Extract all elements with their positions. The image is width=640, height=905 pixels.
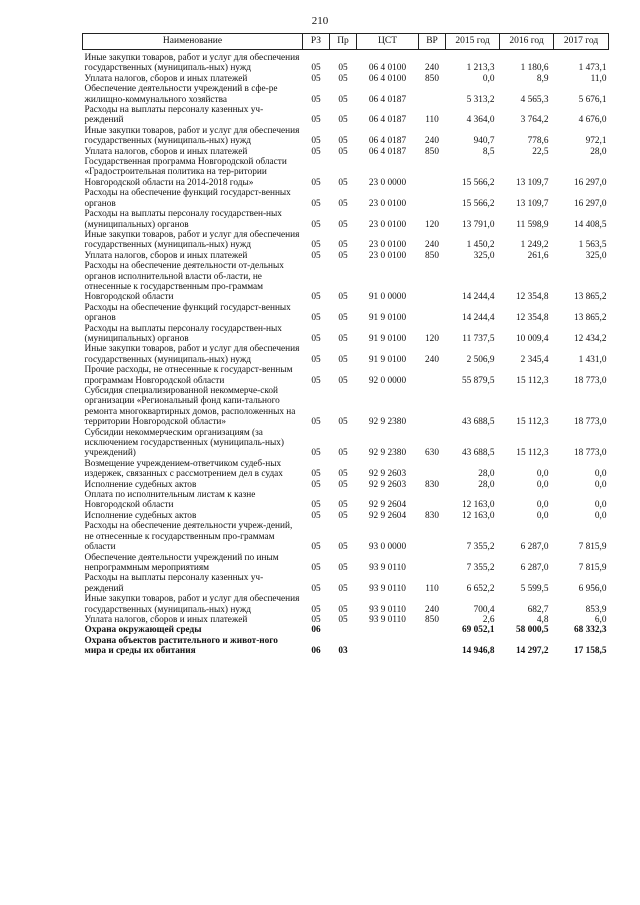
- table-row: [83, 209, 609, 230]
- cell-y2017: 16 297,0: [573, 198, 607, 209]
- table-row: [83, 573, 609, 594]
- cell-vr: [419, 386, 446, 428]
- cell-name: Возмещение учреждением-ответчиком судеб-ных издержек, связанных с рассмотрением дел в судах: [84, 458, 283, 480]
- cell-cst: 92 9 2603: [368, 469, 407, 480]
- cell-cst: 92 9 2604: [368, 510, 407, 521]
- cell-pr: 05: [338, 146, 348, 157]
- cell-y2016: 4 565,3: [520, 94, 549, 105]
- table-row: [83, 261, 609, 303]
- cell-y2017: 1 431,0: [578, 354, 607, 365]
- cell-y2015: 1 450,2: [466, 240, 495, 251]
- cell-rz: 05: [311, 73, 321, 84]
- cell-y2017: 0,0: [594, 510, 607, 521]
- header-pr: Пр: [330, 34, 357, 50]
- cell-y2016: 261,6: [527, 250, 549, 261]
- cell-y2016: 778,6: [527, 136, 549, 147]
- cell-y2015: 0,0: [482, 73, 495, 84]
- cell-rz: 05: [311, 448, 321, 459]
- cell-pr: 05: [338, 614, 348, 625]
- cell-cst: 23 0 0100: [368, 240, 407, 251]
- cell-y2015: 28,0: [478, 469, 495, 480]
- header-name: Наименование: [83, 34, 303, 50]
- cell-rz: 05: [311, 500, 321, 511]
- cell-name: Прочие расходы, не отнесенные к государст-венным программам Новгородской области: [84, 365, 293, 386]
- cell-name: Расходы на выплаты персоналу казенных уч-реждений: [84, 573, 264, 594]
- cell-name: Иные закупки товаров, работ и услуг для обеспечения государственных (муниципаль-ных) нужд: [84, 344, 300, 365]
- cell-name: Уплата налогов, сборов и иных платежей: [84, 73, 248, 84]
- cell-vr: 240: [425, 136, 439, 147]
- cell-pr: 05: [338, 333, 348, 344]
- cell-rz: 06: [311, 625, 321, 636]
- cell-y2016: 3 764,2: [520, 115, 549, 126]
- header-rz: РЗ: [303, 34, 330, 50]
- cell-name: Иные закупки товаров, работ и услуг для обеспечения государственных (муниципаль-ных) нужд: [84, 125, 300, 147]
- cell-y2016: 14 297,2: [515, 646, 549, 657]
- cell-pr: 05: [338, 375, 348, 386]
- cell-pr: 05: [338, 562, 348, 573]
- cell-rz: 05: [311, 292, 321, 303]
- cell-y2015: 69 052,1: [461, 625, 495, 636]
- cell-y2017: 17 158,5: [573, 646, 607, 657]
- cell-pr: 05: [338, 583, 348, 594]
- cell-y2016: 4,8: [536, 614, 549, 625]
- cell-name: Расходы на обеспечение деятельности от-дельных органов исполнительной власти об-ласти, не отнесенные к государственным про-граммам Новгородской области: [84, 261, 284, 303]
- table-row: [83, 521, 609, 552]
- page-number: 210: [311, 15, 329, 27]
- cell-pr: 05: [338, 250, 348, 261]
- cell-cst: 06 4 0100: [368, 73, 407, 84]
- cell-y2016: 0,0: [536, 469, 549, 480]
- cell-name: Расходы на выплаты персоналу государствен-ных (муниципальных) органов: [84, 209, 282, 230]
- cell-y2015: 6 652,2: [466, 583, 495, 594]
- cell-rz: 05: [311, 333, 321, 344]
- cell-y2016: 11 598,9: [516, 219, 549, 230]
- cell-y2017: 0,0: [594, 500, 607, 511]
- cell-y2016: 682,7: [527, 604, 549, 615]
- cell-vr: 240: [425, 354, 439, 365]
- cell-cst: 23 0 0100: [368, 219, 407, 230]
- cell-rz: 05: [311, 542, 321, 553]
- cell-cst: 23 0 0100: [368, 250, 407, 261]
- cell-name: Государственная программа Новгородской области «Градостроительная политика на тер-ритории Новгородской области на 2014-2018 годы»: [84, 157, 287, 188]
- cell-pr: 05: [338, 542, 348, 553]
- cell-rz: 05: [311, 510, 321, 521]
- cell-y2017: 28,0: [590, 146, 607, 157]
- cell-name: Охрана объектов растительного и живот-ного мира и среды их обитания: [84, 635, 278, 657]
- cell-y2016: 0,0: [536, 510, 549, 521]
- cell-rz: 05: [311, 198, 321, 209]
- cell-vr: [419, 303, 446, 324]
- cell-cst: 92 9 2380: [368, 448, 407, 459]
- table-row: [83, 625, 609, 635]
- cell-y2015: 940,7: [473, 136, 495, 147]
- table-row: [83, 636, 609, 657]
- cell-rz: 05: [311, 614, 321, 625]
- cell-name: Обеспечение деятельности учреждений по иным непрограммным мероприятиям: [84, 552, 279, 573]
- cell-y2016: 12 354,8: [515, 313, 549, 324]
- table-row: [83, 490, 609, 511]
- cell-name: Расходы на выплаты персоналу казенных уч-реждений: [84, 105, 264, 126]
- cell-y2016: 22,5: [532, 146, 549, 157]
- cell-y2017: 16 297,0: [573, 177, 607, 188]
- cell-y2017: 4 676,0: [578, 115, 607, 126]
- cell-pr: 05: [338, 198, 348, 209]
- cell-rz: 05: [311, 313, 321, 324]
- cell-cst: 06 4 0187: [368, 115, 407, 126]
- cell-vr: 240: [425, 240, 439, 251]
- cell-cst: 23 0 0000: [368, 177, 407, 188]
- table-row: [83, 126, 609, 147]
- table-row: [83, 188, 609, 209]
- table-row: [83, 74, 609, 84]
- cell-rz: 05: [311, 375, 321, 386]
- cell-y2015: 4 364,0: [466, 115, 495, 126]
- cell-y2017: 12 434,2: [573, 333, 607, 344]
- cell-pr: 05: [338, 448, 348, 459]
- cell-name: Обеспечение деятельности учреждений в сфе-ре жилищно-коммунального хозяйства: [84, 84, 278, 105]
- cell-vr: [419, 261, 446, 303]
- header-2015: 2015 год: [446, 34, 500, 50]
- cell-pr: 05: [338, 219, 348, 230]
- cell-vr: 110: [425, 115, 439, 126]
- cell-rz: 06: [311, 646, 321, 657]
- cell-y2017: 325,0: [585, 250, 607, 261]
- cell-name: Уплата налогов, сборов и иных платежей: [84, 146, 248, 157]
- cell-y2017: 13 865,2: [573, 313, 607, 324]
- cell-y2015: 2 506,9: [466, 354, 495, 365]
- cell-y2016: 8,9: [536, 73, 549, 84]
- cell-vr: 850: [425, 614, 439, 625]
- cell-y2016: 58 000,5: [515, 625, 549, 636]
- cell-vr: [419, 84, 446, 105]
- cell-y2015: 15 566,2: [461, 177, 495, 188]
- table-row: [83, 615, 609, 625]
- cell-vr: [419, 459, 446, 480]
- cell-vr: [419, 553, 446, 574]
- cell-vr: 850: [425, 146, 439, 157]
- cell-pr: 05: [338, 313, 348, 324]
- cell-y2016: 2 345,4: [520, 354, 549, 365]
- table-row: [83, 511, 609, 521]
- cell-name: Охрана окружающей среды: [84, 625, 202, 636]
- cell-y2017: 11,0: [590, 73, 607, 84]
- cell-cst: 93 9 0110: [369, 614, 406, 625]
- cell-vr: 240: [425, 604, 439, 615]
- cell-name: Иные закупки товаров, работ и услуг для обеспечения государственных (муниципаль-ных) нужд: [84, 594, 300, 615]
- cell-y2016: 12 354,8: [515, 292, 549, 303]
- cell-y2015: 1 213,3: [466, 63, 495, 74]
- cell-y2017: 1 473,1: [578, 63, 607, 74]
- cell-cst: 93 9 0110: [369, 604, 406, 615]
- cell-pr: 05: [338, 479, 348, 490]
- cell-vr: [419, 365, 446, 386]
- cell-y2015: 43 688,5: [461, 417, 495, 428]
- table-row: [83, 84, 609, 105]
- cell-cst: 92 9 2603: [368, 479, 407, 490]
- cell-y2015: 12 163,0: [461, 510, 495, 521]
- cell-name: Расходы на выплаты персоналу государствен-ных (муниципальных) органов: [84, 323, 282, 344]
- cell-y2016: 13 109,7: [515, 198, 549, 209]
- cell-y2017: 0,0: [594, 479, 607, 490]
- cell-cst: 92 9 2380: [368, 417, 407, 428]
- cell-cst: 23 0 0100: [368, 198, 407, 209]
- cell-pr: 05: [338, 510, 348, 521]
- cell-y2017: 7 815,9: [578, 542, 607, 553]
- cell-vr: [419, 625, 446, 635]
- cell-name: Субсидия специализированной некоммерче-ской организации «Региональный фонд капи-тального ремонта многоквартирных домов, расположенных на территории Новгородской области»: [84, 386, 296, 428]
- cell-y2015: 14 244,4: [461, 292, 495, 303]
- cell-rz: 05: [311, 354, 321, 365]
- cell-pr: 05: [338, 73, 348, 84]
- cell-y2017: 6,0: [594, 614, 607, 625]
- cell-cst: 91 0 0000: [368, 292, 407, 303]
- cell-pr: 05: [338, 604, 348, 615]
- cell-y2016: 5 599,5: [520, 583, 549, 594]
- cell-y2015: 12 163,0: [461, 500, 495, 511]
- header-vr: ВР: [419, 34, 446, 50]
- cell-name: Расходы на обеспечение деятельности учреж-дений, не отнесенные к государственным про-граммам области: [84, 521, 293, 553]
- cell-vr: 120: [425, 333, 439, 344]
- cell-rz: 05: [311, 562, 321, 573]
- cell-y2016: 0,0: [536, 500, 549, 511]
- cell-rz: 05: [311, 94, 321, 105]
- table-row: [83, 428, 609, 459]
- cell-y2016: 15 112,3: [516, 417, 549, 428]
- cell-y2017: 853,9: [585, 604, 607, 615]
- cell-name: Расходы на обеспечение функций государст-венных органов: [84, 188, 291, 209]
- cell-vr: [419, 521, 446, 552]
- table-row: [83, 303, 609, 324]
- cell-vr: 630: [425, 448, 439, 459]
- cell-y2015: 700,4: [473, 604, 495, 615]
- cell-y2016: 6 287,0: [520, 562, 549, 573]
- cell-cst: 06 4 0187: [368, 94, 407, 105]
- cell-y2015: 2,6: [482, 614, 495, 625]
- cell-cst: 06 4 0100: [368, 63, 407, 74]
- cell-pr: 05: [338, 115, 348, 126]
- cell-y2016: 1 180,6: [520, 63, 549, 74]
- header-cst: ЦСТ: [357, 34, 419, 50]
- cell-y2016: 0,0: [536, 479, 549, 490]
- cell-pr: 05: [338, 469, 348, 480]
- cell-rz: 05: [311, 469, 321, 480]
- table-row: [83, 459, 609, 480]
- cell-y2016: 1 249,2: [520, 240, 549, 251]
- cell-y2017: 14 408,5: [573, 219, 607, 230]
- cell-vr: [419, 157, 446, 188]
- cell-cst: 06 4 0187: [368, 146, 407, 157]
- cell-y2016: 13 109,7: [515, 177, 549, 188]
- cell-name: Исполнение судебных актов: [84, 510, 197, 521]
- cell-name: Расходы на обеспечение функций государст-венных органов: [84, 302, 291, 324]
- cell-rz: 05: [311, 479, 321, 490]
- cell-y2017: 18 773,0: [573, 448, 607, 459]
- cell-pr: 05: [338, 136, 348, 147]
- cell-vr: 120: [425, 219, 439, 230]
- cell-name: Субсидии некоммерческим организациям (за исключением государственных (муниципаль-ных) учреждений): [84, 427, 284, 459]
- table-row: [83, 50, 609, 74]
- table-row: [83, 157, 609, 188]
- cell-y2015: 28,0: [478, 479, 495, 490]
- cell-y2015: 7 355,2: [466, 542, 495, 553]
- cell-vr: [419, 188, 446, 209]
- cell-name: Уплата налогов, сборов и иных платежей: [84, 614, 248, 625]
- cell-pr: 05: [338, 63, 348, 74]
- cell-y2017: 18 773,0: [573, 417, 607, 428]
- cell-y2015: 11 737,5: [462, 333, 495, 344]
- cell-rz: 05: [311, 146, 321, 157]
- table-row: [83, 230, 609, 251]
- cell-y2016: 10 009,4: [515, 333, 549, 344]
- cell-rz: 05: [311, 136, 321, 147]
- cell-cst: 91 9 0100: [368, 354, 407, 365]
- cell-cst: 93 0 0000: [368, 542, 407, 553]
- table-row: [83, 480, 609, 490]
- cell-y2015: 14 244,4: [461, 313, 495, 324]
- cell-pr: 05: [338, 417, 348, 428]
- cell-y2015: 13 791,0: [461, 219, 495, 230]
- cell-cst: 91 9 0100: [368, 333, 407, 344]
- cell-pr: 05: [338, 292, 348, 303]
- cell-y2017: 6 956,0: [578, 583, 607, 594]
- table-body: [83, 50, 609, 657]
- cell-pr: 05: [338, 354, 348, 365]
- cell-y2015: 325,0: [473, 250, 495, 261]
- table-row: [83, 594, 609, 615]
- table-row: [83, 553, 609, 574]
- cell-name: Иные закупки товаров, работ и услуг для обеспечения государственных (муниципаль-ных) нужд: [84, 229, 300, 251]
- table-row: [83, 105, 609, 126]
- cell-y2015: 8,5: [482, 146, 495, 157]
- cell-rz: 05: [311, 417, 321, 428]
- cell-pr: [330, 625, 357, 635]
- cell-cst: 06 4 0187: [368, 136, 407, 147]
- cell-y2015: 55 879,5: [461, 375, 495, 386]
- table-row: [83, 147, 609, 157]
- cell-cst: 92 9 2604: [368, 500, 407, 511]
- cell-y2017: 68 332,3: [573, 625, 607, 636]
- cell-y2015: 7 355,2: [466, 562, 495, 573]
- cell-pr: 05: [338, 177, 348, 188]
- cell-y2017: 7 815,9: [578, 562, 607, 573]
- cell-pr: 05: [338, 240, 348, 251]
- cell-vr: 110: [425, 583, 439, 594]
- cell-y2017: 5 676,1: [578, 94, 607, 105]
- table-row: [83, 324, 609, 345]
- cell-rz: 05: [311, 240, 321, 251]
- cell-vr: [419, 490, 446, 511]
- cell-cst: [357, 636, 419, 657]
- table-row: [83, 365, 609, 386]
- cell-cst: 93 9 0110: [369, 562, 406, 573]
- cell-vr: 830: [425, 510, 439, 521]
- table-header-row: [83, 34, 609, 50]
- cell-y2017: 0,0: [594, 469, 607, 480]
- cell-rz: 05: [311, 604, 321, 615]
- cell-vr: 850: [425, 73, 439, 84]
- table-row: [83, 344, 609, 365]
- cell-vr: [419, 636, 446, 657]
- cell-rz: 05: [311, 219, 321, 230]
- cell-rz: 05: [311, 63, 321, 74]
- cell-name: Иные закупки товаров, работ и услуг для обеспечения государственных (муниципаль-ных) нужд: [84, 53, 300, 74]
- cell-name: Исполнение судебных актов: [84, 479, 197, 490]
- cell-cst: 92 0 0000: [368, 375, 407, 386]
- table-row: [83, 251, 609, 261]
- cell-rz: 05: [311, 115, 321, 126]
- cell-pr: 05: [338, 94, 348, 105]
- cell-vr: 830: [425, 479, 439, 490]
- cell-name: Уплата налогов, сборов и иных платежей: [84, 250, 248, 261]
- cell-y2017: 18 773,0: [573, 375, 607, 386]
- cell-y2017: 13 865,2: [573, 292, 607, 303]
- cell-pr: 05: [338, 500, 348, 511]
- cell-y2015: 43 688,5: [461, 448, 495, 459]
- table-row: [83, 386, 609, 428]
- cell-y2015: 15 566,2: [461, 198, 495, 209]
- cell-y2016: 15 112,3: [516, 448, 549, 459]
- cell-rz: 05: [311, 250, 321, 261]
- cell-y2015: 5 313,2: [466, 94, 495, 105]
- cell-y2015: 14 946,8: [461, 646, 495, 657]
- cell-cst: 93 9 0110: [369, 583, 406, 594]
- cell-y2017: 1 563,5: [578, 240, 607, 251]
- cell-cst: 91 9 0100: [368, 313, 407, 324]
- budget-table: [82, 33, 609, 657]
- cell-vr: 850: [425, 250, 439, 261]
- header-2017: 2017 год: [554, 34, 609, 50]
- cell-y2017: 972,1: [585, 136, 607, 147]
- cell-rz: 05: [311, 583, 321, 594]
- cell-y2016: 6 287,0: [520, 542, 549, 553]
- header-2016: 2016 год: [500, 34, 554, 50]
- cell-name: Оплата по исполнительным листам к казне Новгородской области: [84, 490, 256, 511]
- cell-cst: [357, 625, 419, 635]
- cell-y2016: 15 112,3: [516, 375, 549, 386]
- cell-pr: 03: [338, 646, 348, 657]
- cell-vr: 240: [425, 63, 439, 74]
- cell-rz: 05: [311, 177, 321, 188]
